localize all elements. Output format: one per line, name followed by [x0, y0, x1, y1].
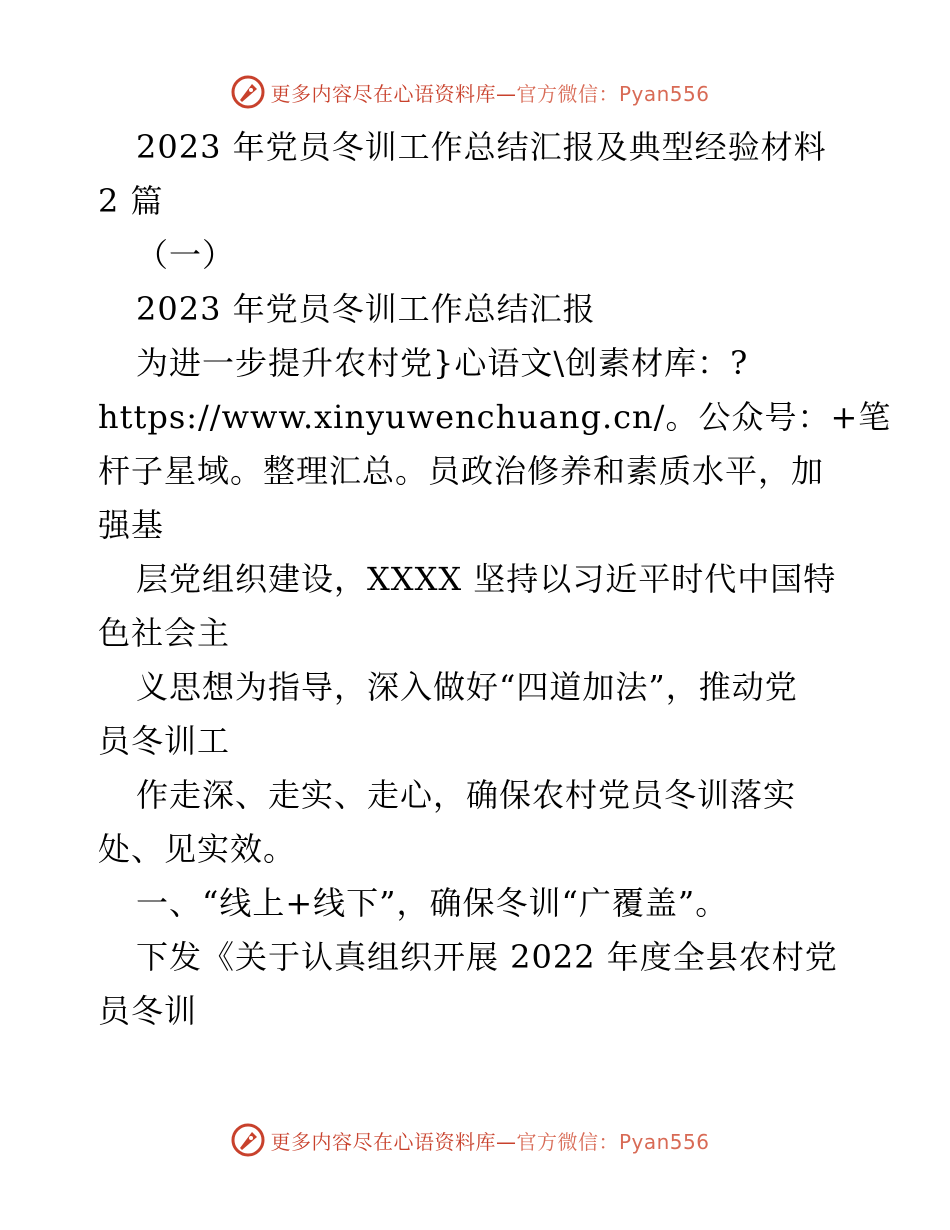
section-marker: （一） — [136, 236, 236, 274]
doc-title-line-2: 2 篇 — [98, 182, 164, 220]
paragraph-line: 员冬训工 — [98, 722, 231, 760]
document-body — [98, 120, 892, 1038]
watermark-site-text: 更多内容尽在心语资料库 — [270, 81, 496, 106]
watermark-text — [270, 1126, 709, 1155]
watermark-banner-bottom — [0, 1120, 950, 1160]
paragraph-line: 下发《关于认真组织开展 2022 年度全县农村党 — [136, 938, 838, 976]
paragraph-line: 色社会主 — [98, 614, 231, 652]
paragraph-line: 层党组织建设，XXXX 坚持以习近平时代中国特 — [136, 560, 837, 598]
watermark-wechat-text: 官方微信：Pyan556 — [516, 1129, 710, 1154]
paragraph-line: 强基 — [98, 506, 165, 544]
paragraph-line: https://www.xinyuwenchuang.cn/。公众号：+笔 — [98, 398, 892, 436]
paragraph-line: 员冬训 — [98, 992, 198, 1030]
paragraph-line: 义思想为指导，深入做好“四道加法”，推动党 — [136, 668, 798, 706]
watermark-text — [270, 78, 709, 107]
pen-nib-logo-icon — [230, 1122, 266, 1158]
subsection-heading: 一、“线上+线下”，确保冬训“广覆盖”。 — [136, 884, 729, 922]
paragraph-line: 处、见实效。 — [98, 830, 297, 868]
watermark-site-text: 更多内容尽在心语资料库 — [270, 1129, 496, 1154]
paragraph-line: 作走深、走实、走心，确保农村党员冬训落实 — [136, 776, 797, 814]
watermark-dash: — — [495, 81, 517, 106]
watermark-wechat-text: 官方微信：Pyan556 — [516, 81, 710, 106]
paragraph-line: 为进一步提升农村党}心语文\创素材库：? — [136, 344, 749, 382]
watermark-banner-top — [0, 72, 950, 112]
doc-title-line-1: 2023 年党员冬训工作总结汇报及典型经验材料 — [136, 128, 827, 166]
paragraph-line: 杆子星域。整理汇总。员政治修养和素质水平，加 — [98, 452, 825, 490]
pen-nib-logo-icon — [230, 74, 266, 110]
section-heading: 2023 年党员冬训工作总结汇报 — [136, 290, 596, 328]
watermark-dash: — — [495, 1129, 517, 1154]
